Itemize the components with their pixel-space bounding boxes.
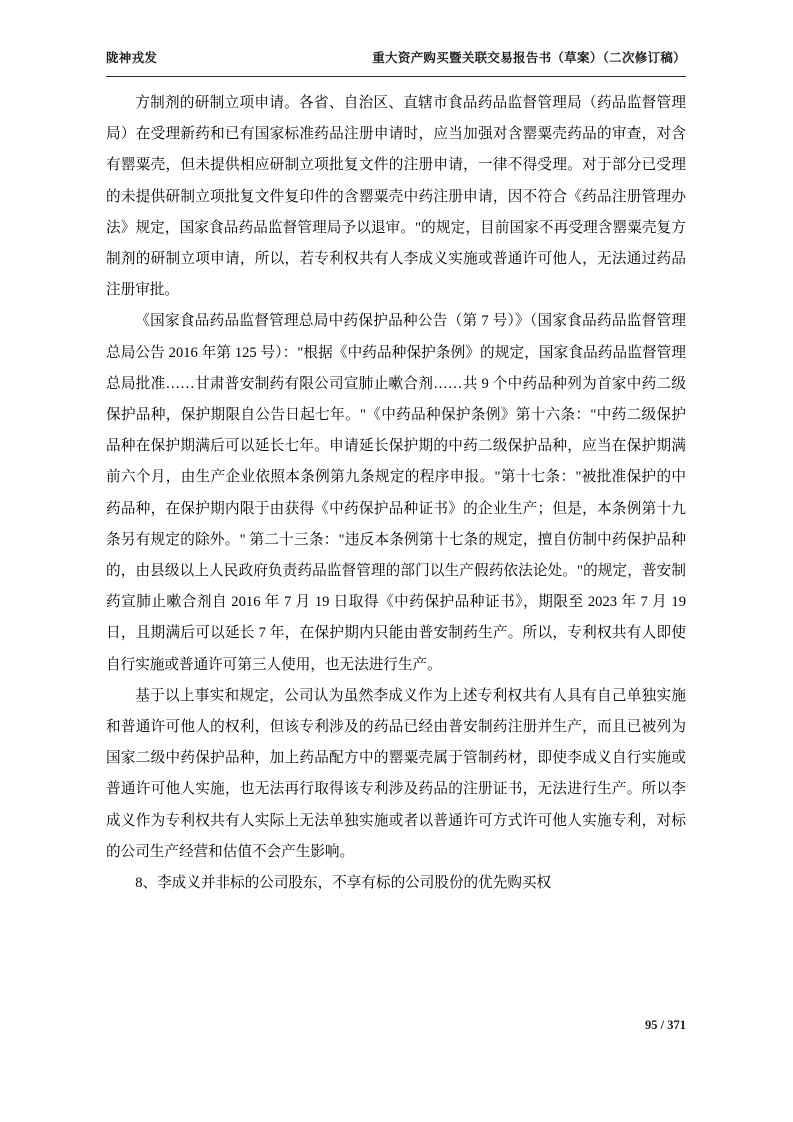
paragraph-2: 《国家食品药品监督管理总局中药保护品种公告（第 7 号）》（国家食品药品监督管理总局公告 2016 年第 125 号）："根据《中药品种保护条例》的规定，国家食品药品监督管理总局批准……甘肃普安制药有限公司宣肺止嗽合剂……共 9 个中药品种列为首家中药二级保护品种，保护期限自公告日起七年。"《中药品种保护条例》第十六条："中药二级保护品种在保护期满后可以延长七年。申请延长保护期的中药二级保护品种，应当在保护期满前六个月，由生产企业依照本条例第九条规定的程序申报。"第十七条："被批准保护的中药品种，在保护期内限于由获得《中药保护品种证书》的企业生产；但是，本条例第十九条另有规定的除外。" 第二十三条："违反本条例第十七条的规定，擅自仿制中药保护品种的，由县级以上人民政府负责药品监督管理的部门以生产假药依法论处。"的规定，普安制药宣肺止嗽合剂自 2016 年 7 月 19 日取得《中药保护品种证书》，期限至 2023 年 7 月 19 日，且期满后可以延长 7 年，在保护期内只能由普安制药生产。所以，专利权共有人即使自行实施或普通许可第三人使用，也无法进行生产。 — [106, 313, 686, 673]
paragraph-1: 方制剂的研制立项申请。各省、自治区、直辖市食品药品监督管理局（药品监督管理局）在受理新药和已有国家标准药品注册申请时，应当加强对含罂粟壳药品的审查，对含有罂粟壳，但未提供相应研制立项批复文件的注册申请，一律不得受理。对于部分已受理的未提供研制立项批复文件复印件的含罂粟壳中药注册申请，因不符合《药品注册管理办法》规定，国家食品药品监督管理局予以退审。"的规定，目前国家不再受理含罂粟壳复方制剂的研制立项申请，所以，若专利权共有人李成义实施或普通许可他人，无法通过药品注册审批。 — [106, 95, 686, 299]
header-document-title: 重大资产购买暨关联交易报告书（草案）（二次修订稿） — [372, 51, 686, 65]
header-divider — [106, 76, 686, 77]
page-header — [106, 48, 686, 66]
page-footer — [106, 1018, 686, 1033]
page-number: 95 / 371 — [645, 1018, 686, 1032]
paragraph-4-heading: 8、李成义并非标的公司股东，不享有标的公司股份的优先购买权 — [135, 875, 552, 892]
page-content — [106, 88, 686, 899]
header-company-name: 陇神戎发 — [106, 51, 158, 65]
paragraph-3: 基于以上事实和规定，公司认为虽然李成义作为上述专利权共有人具有自己单独实施和普通许可他人的权利，但该专利涉及的药品已经由普安制药注册并生产，而且已被列为国家二级中药保护品种，加上药品配方中的罂粟壳属于管制药材，即使李成义自行实施或普通许可他人实施，也无法再行取得该专利涉及药品的注册证书，无法进行生产。所以李成义作为专利权共有人实际上无法单独实施或者以普通许可方式许可他人实施专利，对标的公司生产经营和估值不会产生影响。 — [106, 687, 686, 860]
